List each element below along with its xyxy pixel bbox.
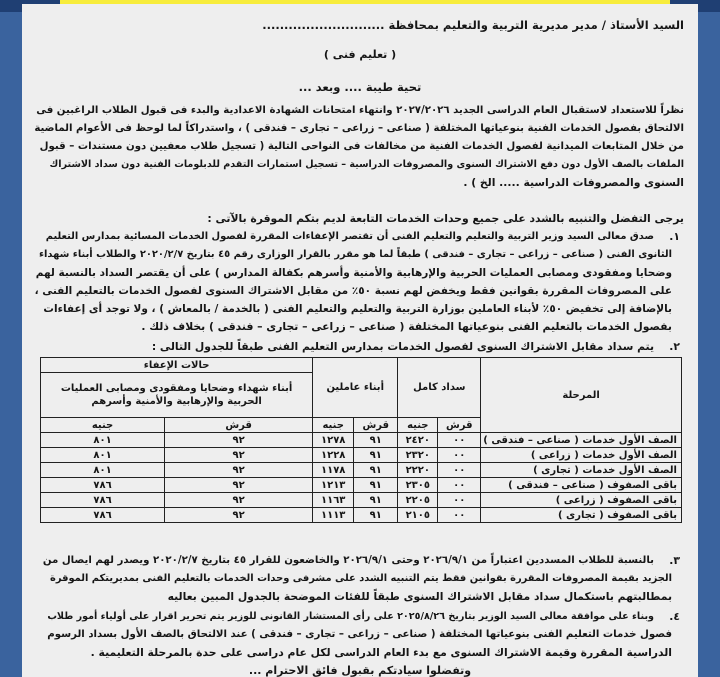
fee-cell: ٩٢ bbox=[165, 493, 313, 508]
group-cases-header: حالات الإعفاء bbox=[41, 358, 313, 373]
fee-cell: ٢٣٠٥ bbox=[398, 478, 438, 493]
fee-cell: ١٢٢٨ bbox=[313, 448, 354, 463]
fee-cell: ٩١ bbox=[354, 433, 398, 448]
fee-cell: ٩١ bbox=[354, 478, 398, 493]
fee-cell: ٢٢٢٠ bbox=[398, 463, 438, 478]
group-martyrs-header: أبناء شهداء وضحايا ومفقودى ومصابى العمليات الحربية والإرهابية والأمنية وأسرهم bbox=[41, 373, 313, 418]
unit-pound: جنيه bbox=[313, 418, 354, 433]
stage-header: المرحلة bbox=[481, 358, 682, 433]
greeting-line: تحية طيبة .... وبعد ... bbox=[298, 80, 422, 94]
fee-cell: ٧٨٦ bbox=[41, 508, 165, 523]
unit-pound: جنيه bbox=[41, 418, 165, 433]
fee-cell: ٢٤٢٠ bbox=[398, 433, 438, 448]
addressee-line: السيد الأستاذ / مدير مديرية التربية والتعليم بمحافظة ............................ bbox=[262, 18, 684, 32]
fee-cell: ٧٨٦ bbox=[41, 478, 165, 493]
intro-line: الملفات بالصف الأول دون دفع الاشتراك السنوى والمصروفات الدراسية – تسجيل استمارات التقدم للدبلومات الفنية دون سداد الاشتراك bbox=[49, 159, 684, 170]
item4-line: وبناء على موافقة معالى السيد الوزير بتاريخ ٢٠٢٥/٨/٢٦ على رأى المستشار القانونى للوزير يتم تحرير اقرار على أولياء أمور طلاب bbox=[47, 611, 654, 622]
group-full-header: سداد كامل bbox=[398, 358, 481, 418]
instruction-heading: يرجى التفضل والتنبيه بالشدد على جميع وحدات الخدمات التابعة لديم بتكم الموقرة بالآتى : bbox=[207, 212, 684, 225]
background-left bbox=[0, 12, 22, 677]
table-row bbox=[41, 448, 682, 463]
stage-cell: باقى الصفوف ( تجارى ) bbox=[481, 508, 682, 523]
fee-cell: ١١٦٣ bbox=[313, 493, 354, 508]
table-row bbox=[41, 508, 682, 523]
stage-cell: باقى الصفوف ( صناعى – فندقى ) bbox=[481, 478, 682, 493]
intro-line: الالتحاق بفصول الخدمات الفنية بنوعياتها المختلفة ( صناعى – زراعى – تجارى – فندقى ) ، واستدراكاً لما لوحظ فى الأعوام الماضية bbox=[34, 123, 684, 134]
table-row bbox=[41, 433, 682, 448]
fee-cell: ٩١ bbox=[354, 448, 398, 463]
fee-cell: ١٢٧٨ bbox=[313, 433, 354, 448]
item2-text: يتم سداد مقابل الاشتراك السنوى لفصول الخدمات بمدارس التعليم الفنى طبقاً للجدول التالى : bbox=[151, 340, 654, 353]
fee-cell: ٠٠ bbox=[438, 463, 481, 478]
background-right bbox=[698, 12, 720, 677]
table-row bbox=[41, 493, 682, 508]
fees-table bbox=[40, 357, 682, 523]
item4-number: ٤. bbox=[669, 610, 680, 623]
fee-cell: ٠٠ bbox=[438, 448, 481, 463]
subject-line: ( تعليم فنى ) bbox=[323, 48, 397, 61]
fee-cell: ٩٢ bbox=[165, 448, 313, 463]
intro-line: السنوى والمصروفات الدراسية ..... الخ ) . bbox=[463, 176, 684, 189]
item1-line: وضحايا ومفقودى ومصابى العمليات الحربية والإرهابية والأمنية وأسرهم بكفالة المدارس ) على أن يقتصر السداد بالنسبة لهم bbox=[35, 267, 672, 279]
item1-line: على المصروفات المقررة بقوانين فقط ويخفض لهم نسبة ٥٠٪ من مقابل الاشتراك السنوى لفصول الخدمات بالتعليم الفنى ، bbox=[34, 285, 672, 297]
item1-line: صدق معالى السيد وزير التربية والتعليم والتعليم الفنى أن تقتصر الإعفاءات المقررة لفصول الخدمات المسائية بمدارس التعليم bbox=[45, 231, 654, 242]
fee-cell: ١١١٣ bbox=[313, 508, 354, 523]
stage-cell: الصف الأول خدمات ( صناعى – فندقى ) bbox=[481, 433, 682, 448]
fee-cell: ٩١ bbox=[354, 493, 398, 508]
item1-line: الثانوى الفنى ( صناعى – زراعى – تجارى – فندقى ) طبقاً لما هو مقرر بالقرار الوزارى رقم ٤٥ بتاريخ ٢٠٢٠/٢/٧ والطلاب أبناء شهداء bbox=[39, 249, 672, 260]
stage-cell: باقى الصفوف ( زراعى ) bbox=[481, 493, 682, 508]
group-employees-header: أبناء عاملين bbox=[313, 358, 398, 418]
item3-line: بالنسبة للطلاب المسددين اعتباراً من ٢٠٢٦/٩/١ وحتى ٢٠٢٦/٩/١ والخاضعون للقرار ٤٥ بتاريخ ٢٠٢٠/٢/٧ ويصدر لهم ايصال من bbox=[42, 555, 654, 566]
fee-cell: ٩١ bbox=[354, 463, 398, 478]
document-page bbox=[22, 4, 698, 677]
item3-line: الجزيد بقيمة المصروفات المقررة بقوانين فقط يتم التنبيه الشدد على مشرفى وحدات الخدمات بالتعليم الفنى بمديريتكم الموقرة bbox=[50, 573, 672, 584]
fee-cell: ٠٠ bbox=[438, 493, 481, 508]
closing-line: وتفضلوا سيادتكم بقبول فائق الاحترام ... bbox=[248, 664, 472, 677]
fee-cell: ٠٠ bbox=[438, 508, 481, 523]
stage-cell: الصف الأول خدمات ( تجارى ) bbox=[481, 463, 682, 478]
fee-cell: ٠٠ bbox=[438, 478, 481, 493]
item1-number: ١. bbox=[669, 230, 680, 243]
item4-line: الدراسية المقررة وقيمة الاشتراك السنوى مع بدء العام الدراسى لكل عام دراسى على حدة بالمرحلة التعليمية . bbox=[90, 646, 672, 659]
fee-cell: ٨٠١ bbox=[41, 463, 165, 478]
fee-cell: ٩١ bbox=[354, 508, 398, 523]
unit-piaster: قرش bbox=[165, 418, 313, 433]
fee-cell: ٢١٠٥ bbox=[398, 508, 438, 523]
fee-cell: ٩٢ bbox=[165, 478, 313, 493]
item4-line: فصول خدمات التعليم الفنى بنوعياتها المختلفة ( صناعى – زراعى – تجارى – فندقى ) عند الالتحاق بالصف الأول بسداد الرسوم bbox=[47, 629, 672, 640]
fee-cell: ٩٢ bbox=[165, 508, 313, 523]
fee-cell: ٢٣٢٠ bbox=[398, 448, 438, 463]
fee-cell: ٠٠ bbox=[438, 433, 481, 448]
item3-line: بمطالبتهم باستكمال سداد مقابل الاشتراك السنوى طبقاً للفئات الموضحة بالجدول المبين بعاليه bbox=[167, 590, 672, 603]
fee-cell: ٨٠١ bbox=[41, 433, 165, 448]
item1-line: بفصول الخدمات بالتعليم الفنى بنوعياتها المختلفة ( صناعى – زراعى – تجارى – فندقى ) بخلاف ذلك . bbox=[141, 320, 672, 333]
table-row bbox=[41, 463, 682, 478]
item1-line: بالإضافة إلى تخفيض ٥٠٪ لأبناء العاملين بوزارة التربية والتعليم والتعليم الفنى ( بالخدمة / بالمعاش ) ، ولا توجد أى إعفاءات bbox=[43, 303, 672, 315]
fee-cell: ٩٢ bbox=[165, 463, 313, 478]
table-row bbox=[41, 478, 682, 493]
fee-cell: ٩٢ bbox=[165, 433, 313, 448]
item2-number: ٢. bbox=[669, 340, 680, 353]
item3-number: ٣. bbox=[669, 554, 680, 567]
unit-piaster: قرش bbox=[354, 418, 398, 433]
fee-cell: ١١٧٨ bbox=[313, 463, 354, 478]
stage-cell: الصف الأول خدمات ( زراعى ) bbox=[481, 448, 682, 463]
fee-cell: ٢٢٠٥ bbox=[398, 493, 438, 508]
fee-cell: ٨٠١ bbox=[41, 448, 165, 463]
fee-cell: ١٢١٣ bbox=[313, 478, 354, 493]
fee-cell: ٧٨٦ bbox=[41, 493, 165, 508]
unit-pound: جنيه bbox=[398, 418, 438, 433]
unit-piaster: قرش bbox=[438, 418, 481, 433]
intro-line: نظراً للاستعداد لاستقبال العام الدراسى الجديد ٢٠٢٧/٢٠٢٦ وانتهاء امتحانات الشهادة الاعدادية والبدء فى قبول الطلاب الراغبين فى bbox=[36, 105, 684, 116]
intro-line: من خلال المتابعات الميدانية لفصول الخدمات الفنية من مخالفات فى النواحى التالية ( تسجيل طلاب معفيين دون مستندات – قبول bbox=[39, 141, 684, 152]
